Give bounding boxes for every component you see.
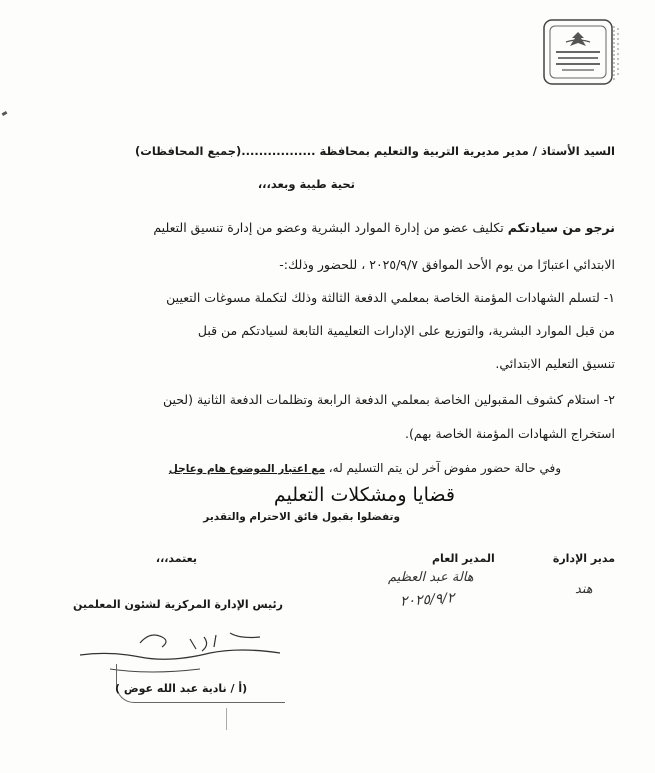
signer-name: (أ / نادية عبد الله عوض ) — [115, 682, 248, 695]
case-emphasis: مع اعتبار الموضوع هام وعاجل — [168, 463, 325, 475]
request-line-1 — [153, 220, 615, 235]
item-2-line-2: استخراج الشهادات المؤمنة الخاصة بهم). — [405, 426, 615, 441]
letter-address: السيد الأستاذ / مدير مديرية التربية والتعليم بمحافظة .................(جميع المحافظات) — [135, 144, 615, 158]
item-1-line-2: من قبل الموارد البشرية، والتوزيع على الإدارات التعليمية التابعة لسيادتكم من قبل — [197, 323, 615, 338]
request-rest: تكليف عضو من إدارة الموارد البشرية وعضو من إدارة تنسيق التعليم — [153, 220, 504, 235]
item-2-line-1: ٢- استلام كشوف المقبولين الخاصة بمعلمي الدفعة الرابعة وتظلمات الدفعة الثانية (لحين — [162, 392, 615, 407]
head-title: رئيس الإدارة المركزية لشئون المعلمين — [72, 598, 283, 611]
watermark-text: قضايا ومشكلات التعليم — [273, 484, 455, 506]
scan-mark-lower — [226, 708, 241, 730]
gm-handwritten-name: هالة عبد العظيم — [388, 570, 474, 585]
case-text: وفي حالة حضور مفوض آخر لن يتم التسليم له، — [328, 461, 561, 475]
request-line-2: الابتدائي اعتبارًا من يوم الأحد الموافق ٢٠٢٥/٩/٧ ، للحضور وذلك:- — [279, 257, 615, 272]
item-1-line-3: تنسيق التعليم الابتدائي. — [495, 356, 615, 371]
gm-handwritten-date: ٢٠٢٥/٩/٢ — [399, 590, 456, 610]
case-line — [169, 461, 561, 475]
approved-label: يعتمد،،، — [155, 552, 197, 565]
closing-line: وتفضلوا بقبول فائق الاحترام والتقدير — [203, 511, 400, 523]
item-1-line-1: ١- لتسلم الشهادات المؤمنة الخاصة بمعلمي الدفعة الثالثة وذلك لتكملة مسوغات التعيين — [166, 290, 615, 305]
dept-label: مدير الإدارة — [552, 552, 615, 565]
letter-greeting: تحية طيبة وبعد،،، — [257, 177, 355, 191]
dept-handwritten-name: هند — [575, 582, 593, 597]
ministry-seal — [522, 18, 622, 88]
scan-mark — [2, 111, 8, 116]
request-bold: نرجو من سيادتكم — [507, 220, 615, 235]
gm-label: المدير العام — [432, 552, 495, 565]
